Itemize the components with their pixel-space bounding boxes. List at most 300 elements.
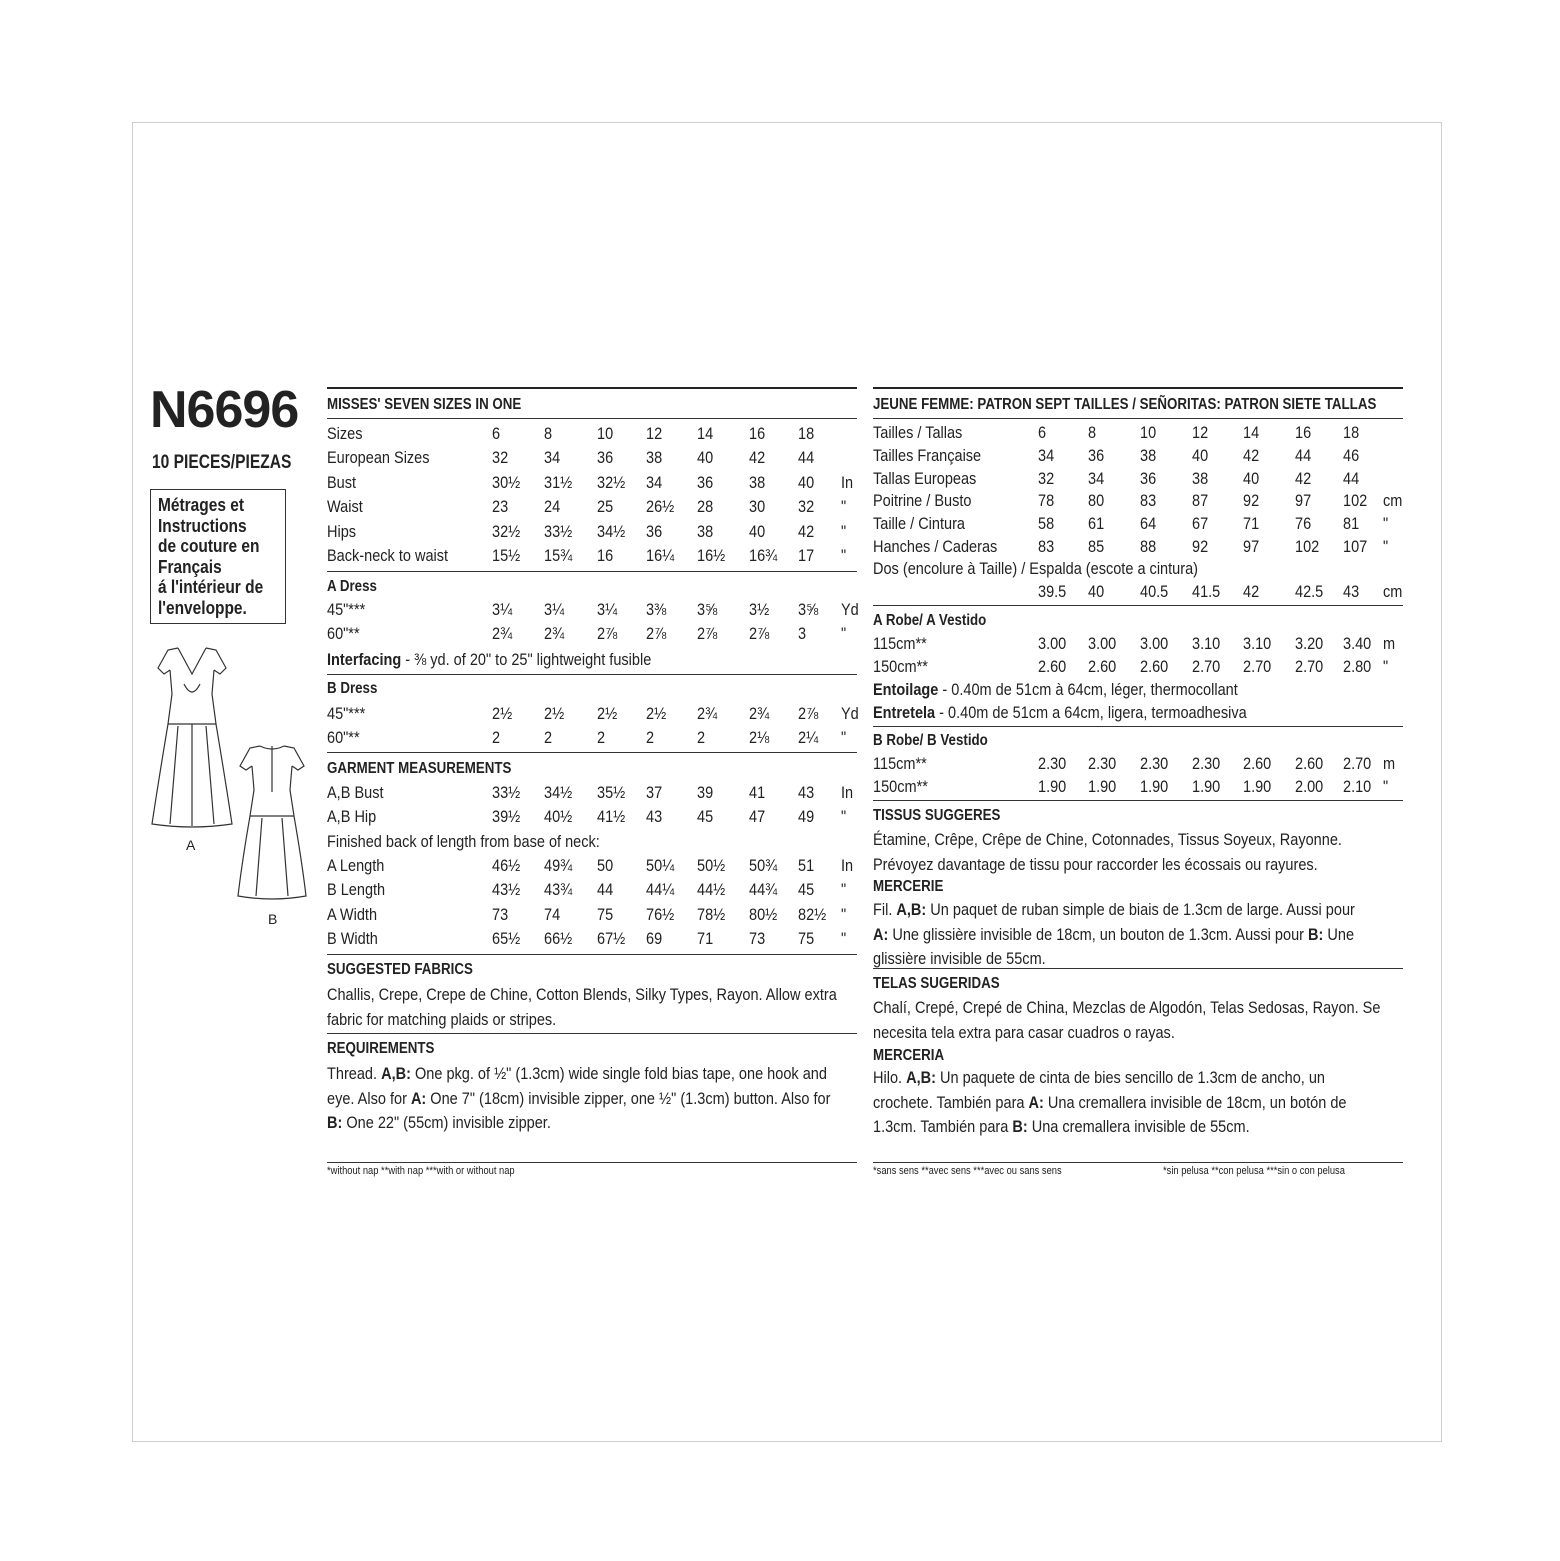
- row-value: 44: [1343, 469, 1360, 488]
- row-value: 8: [1088, 424, 1097, 442]
- row-value: 2⅛: [749, 729, 770, 748]
- a-robe-heading: A Robe/ A Vestido: [873, 612, 987, 629]
- row-value: 76: [1295, 515, 1312, 534]
- row-value: 43¾: [544, 881, 573, 900]
- row-value: 32: [798, 498, 815, 517]
- row-value: 38: [1192, 469, 1209, 488]
- row-value: 3.10: [1243, 635, 1272, 653]
- footnote-fr: *sans sens **avec sens ***avec ou sans sens: [873, 1165, 1062, 1177]
- row-value: 2⅞: [597, 625, 618, 644]
- row-label: 115cm**: [873, 755, 927, 773]
- row-value: 97: [1243, 538, 1260, 556]
- row-value: 39.5: [1038, 583, 1067, 601]
- row-value: 43: [1343, 583, 1360, 601]
- row-label: Bust: [327, 473, 357, 492]
- row-value: 64: [1140, 515, 1157, 534]
- row-label: Taille / Cintura: [873, 515, 966, 534]
- row-value: 36: [697, 473, 714, 492]
- row-value: 16½: [697, 547, 726, 565]
- row-unit: ": [1383, 778, 1389, 796]
- table-row: [873, 655, 1403, 679]
- french-notice-line: Instructions: [158, 515, 247, 536]
- row-label: Waist: [327, 498, 363, 517]
- english-column: MISSES' SEVEN SIZES IN ONE Sizes 6 8 10 12 14 16 18 European Sizes 32 34 36 38 40 42 44 Bust 30½ 31½ 32½ 34 36 38 40 In Waist 23 24 25 26½ 28 30 32 " Hips 32½ 33½ 34½ 36 38 40 42 " Back-neck to waist 15½ 15¾ 16 16¼ 16½ 16¾ 17 " A Dress 45"*** 3¼ 3¼ 3¼ 3⅜ 3⅝ 3½ 3⅝ Yd 60"** 2¾ 2¾ 2⅞ 2⅞ 2⅞ 2⅞ 3 " Interfacing - ⅜ yd. of 20" to 25" lightweight fusible B Dress 45"*** 2½ 2½ 2½ 2½ 2¾ 2¾ 2⅞ Yd 60"** 2 2 2 2 2 2⅛ 2¼ " GARMENT MEASUREMENTS A,B Bust 33½ 34½ 35½ 37 39 41 43 In A,B Hip 39½ 40½ 41½ 43 45 47 49 " Finished back of length from base of neck: A Length 46½ 49¾ 50 50¼ 50½ 50¾ 51 In B Length 43½ 43¾ 44 44¼ 44½ 44¾ 45 " A Width 73 74 75 76½ 78½ 80½ 82½ " B Width 65½ 66½ 67½ 69 71 73 75 " SUGGESTED FABRICS Challis, Crepe, Crepe de Chine, Cotton Blends, Silky Types, Rayon. Allow extra fabric for matching plaids or stripes. REQUIREMENTS Thread. A,B: One pkg. of ½" (1.3cm) wide single fold bias tape, one hook and eye. Also for A: One 7" (18cm) invisible zipper, one ½" (1.3cm) button. Also for B: One 22" (55cm) invisible zipper. *without nap **with nap ***with or without nap: [327, 0, 857, 1561]
- row-value: 34: [1088, 469, 1105, 488]
- row-value: 3⅜: [646, 601, 667, 619]
- row-value: 2¾: [544, 625, 565, 644]
- row-value: 2¾: [697, 705, 718, 723]
- row-value: 74: [544, 905, 561, 924]
- row-value: 40: [1243, 469, 1260, 488]
- row-label: Hanches / Caderas: [873, 538, 998, 556]
- row-value: 26½: [646, 498, 675, 517]
- row-value: 2.30: [1140, 755, 1169, 773]
- row-label: Tailles / Tallas: [873, 424, 963, 442]
- row-value: 82½: [798, 905, 827, 924]
- row-value: 71: [697, 930, 714, 949]
- row-unit: cm: [1383, 583, 1403, 601]
- row-value: 35½: [597, 784, 626, 802]
- row-value: 32: [492, 449, 509, 468]
- table-row: [327, 903, 857, 927]
- row-value: 44¾: [749, 881, 778, 900]
- table-row: [327, 927, 857, 951]
- row-unit: ": [1383, 538, 1389, 556]
- row-label: B Length: [327, 881, 386, 900]
- row-value: 42: [1243, 583, 1260, 601]
- table-row: [873, 752, 1403, 776]
- table-row: [873, 775, 1403, 799]
- row-value: 50¼: [646, 857, 675, 875]
- row-value: 16¾: [749, 547, 778, 565]
- row-value: 2.80: [1343, 658, 1372, 676]
- row-value: 1.90: [1192, 778, 1221, 796]
- row-unit: ": [841, 808, 847, 827]
- row-value: 2¾: [749, 705, 770, 723]
- row-value: 15½: [492, 547, 521, 565]
- row-value: 66½: [544, 930, 573, 949]
- row-value: 50: [597, 857, 614, 875]
- row-value: 16¼: [646, 547, 675, 565]
- table-row: [873, 489, 1403, 513]
- b-robe-heading: B Robe/ B Vestido: [873, 732, 988, 749]
- row-value: 14: [697, 425, 714, 443]
- row-value: 44¼: [646, 881, 675, 900]
- row-value: 2¼: [798, 729, 819, 748]
- telas-text: Chalí, Crepé, Crepé de China, Mezclas de Algodón, Telas Sedosas, Rayon. Se necesita tela extra para casar cuadros o rayas.: [873, 999, 1381, 1042]
- row-value: 83: [1038, 538, 1055, 556]
- french-notice-line: Métrages et: [158, 495, 245, 515]
- row-label: 115cm**: [873, 635, 927, 653]
- row-unit: ": [841, 522, 847, 541]
- row-value: 102: [1295, 538, 1320, 556]
- row-value: 18: [1343, 424, 1360, 442]
- row-value: 44: [597, 881, 614, 900]
- row-value: 3.00: [1038, 635, 1067, 653]
- row-value: 107: [1343, 538, 1368, 556]
- row-value: 15¾: [544, 547, 573, 565]
- row-value: 78: [1038, 492, 1055, 511]
- row-value: 61: [1088, 515, 1105, 534]
- row-value: 2⅞: [697, 625, 718, 644]
- table-row: [327, 702, 857, 726]
- row-value: 17: [798, 547, 815, 565]
- row-value: 50½: [697, 857, 726, 875]
- row-label: Hips: [327, 522, 357, 541]
- row-label: 60"**: [327, 729, 360, 748]
- row-value: 65½: [492, 930, 521, 949]
- row-label: 150cm**: [873, 778, 928, 796]
- row-value: 32: [1038, 469, 1055, 488]
- table-row: [327, 781, 857, 805]
- row-value: 78½: [697, 905, 726, 924]
- row-value: 2.30: [1192, 755, 1221, 773]
- row-label: Tallas Europeas: [873, 469, 977, 488]
- row-value: 2: [544, 729, 553, 748]
- table-row: [873, 467, 1403, 491]
- row-value: 2.70: [1243, 658, 1272, 676]
- row-value: 34: [646, 473, 663, 492]
- row-value: 40: [1088, 583, 1105, 601]
- row-value: 37: [646, 784, 663, 802]
- table-row: [327, 422, 857, 446]
- row-value: 58: [1038, 515, 1055, 534]
- tissus-text: Étamine, Crêpe, Crêpe de Chine, Cotonnades, Tissus Soyeux, Rayonne. Prévoyez davantage de tissu pour raccorder les écossais ou rayures.: [873, 831, 1342, 874]
- row-value: 2: [492, 729, 501, 748]
- row-value: 3¼: [492, 601, 513, 619]
- row-value: 43: [798, 784, 815, 802]
- row-value: 1.90: [1140, 778, 1169, 796]
- row-value: 2½: [492, 705, 513, 723]
- row-value: 25: [597, 498, 614, 517]
- row-value: 102: [1343, 492, 1368, 511]
- table-row: [327, 544, 857, 568]
- row-value: 12: [1192, 424, 1209, 442]
- row-value: 47: [749, 808, 766, 827]
- row-value: 31½: [544, 473, 573, 492]
- merceria-heading: MERCERIA: [873, 1047, 945, 1064]
- sizes-heading: MISSES' SEVEN SIZES IN ONE: [327, 396, 522, 413]
- sketch-label-a: A: [186, 837, 196, 853]
- table-row: [873, 632, 1403, 656]
- row-value: 36: [1140, 469, 1157, 488]
- row-unit: In: [841, 857, 854, 875]
- row-value: 3.00: [1140, 635, 1169, 653]
- row-value: 2¾: [492, 625, 513, 644]
- row-value: 39: [697, 784, 714, 802]
- row-value: 38: [646, 449, 663, 468]
- row-value: 24: [544, 498, 561, 517]
- row-value: 87: [1192, 492, 1209, 511]
- footnote-es: *sin pelusa **con pelusa ***sin o con pelusa: [1163, 1165, 1345, 1177]
- french-notice-line: de couture en: [158, 536, 260, 556]
- row-value: 50¾: [749, 857, 778, 875]
- fabrics-heading: SUGGESTED FABRICS: [327, 961, 473, 978]
- row-value: 34½: [597, 522, 626, 541]
- row-label: 45"***: [327, 601, 366, 619]
- row-value: 3¼: [544, 601, 565, 619]
- row-value: 92: [1192, 538, 1209, 556]
- row-value: 42: [1295, 469, 1312, 488]
- tissus-heading: TISSUS SUGGERES: [873, 807, 1001, 824]
- row-value: 32½: [597, 473, 626, 492]
- table-row: [327, 495, 857, 519]
- row-value: 40.5: [1140, 583, 1169, 601]
- requirements-text: Thread. A,B: One pkg. of ½" (1.3cm) wide single fold bias tape, one hook and eye. Also for A: One 7" (18cm) invisible zipper, one ½" (1.3cm) button. Also for B: One 22" (55cm) invisible zipper.: [327, 1065, 831, 1132]
- row-label: A,B Bust: [327, 784, 384, 802]
- row-value: 30½: [492, 473, 521, 492]
- row-value: 33½: [492, 784, 521, 802]
- row-value: 40: [697, 449, 714, 468]
- row-value: 69: [646, 930, 663, 949]
- row-value: 2.00: [1295, 778, 1324, 796]
- row-value: 23: [492, 498, 509, 517]
- row-value: 14: [1243, 424, 1260, 442]
- row-label: 45"***: [327, 705, 366, 723]
- row-value: 41.5: [1192, 583, 1221, 601]
- row-value: 34: [1038, 446, 1055, 465]
- row-value: 80: [1088, 492, 1105, 511]
- row-value: 28: [697, 498, 714, 517]
- row-value: 30: [749, 498, 766, 517]
- row-value: 80½: [749, 905, 778, 924]
- row-value: 16: [1295, 424, 1312, 442]
- dress-a-sketch: [148, 644, 236, 832]
- table-row: [327, 805, 857, 829]
- row-value: 2⅞: [749, 625, 770, 644]
- row-value: 10: [1140, 424, 1157, 442]
- row-unit: ": [841, 930, 847, 949]
- row-value: 49: [798, 808, 815, 827]
- row-unit: m: [1383, 635, 1396, 653]
- row-unit: ": [1383, 515, 1389, 534]
- table-row: [327, 726, 857, 750]
- requirements-heading: REQUIREMENTS: [327, 1040, 435, 1057]
- row-value: 41½: [597, 808, 626, 827]
- row-unit: ": [1383, 658, 1389, 676]
- pattern-number: N6696: [150, 381, 299, 439]
- french-notice-line: á l'intérieur de: [158, 577, 264, 597]
- row-value: 6: [1038, 424, 1047, 442]
- row-value: 2.30: [1088, 755, 1117, 773]
- row-value: 76½: [646, 905, 675, 924]
- row-value: 73: [749, 930, 766, 949]
- row-value: 75: [798, 930, 815, 949]
- fabrics-text: Challis, Crepe, Crepe de Chine, Cotton Blends, Silky Types, Rayon. Allow extra fabric for matching plaids or stripes.: [327, 986, 837, 1029]
- row-value: 45: [697, 808, 714, 827]
- row-value: 2: [697, 729, 706, 748]
- a-dress-heading: A Dress: [327, 578, 377, 595]
- row-value: 44: [1295, 446, 1312, 465]
- row-value: 45: [798, 881, 815, 900]
- row-value: 51: [798, 857, 815, 875]
- row-value: 41: [749, 784, 766, 802]
- row-value: 2.70: [1192, 658, 1221, 676]
- row-value: 36: [646, 522, 663, 541]
- row-unit: m: [1383, 755, 1396, 773]
- row-label: Poitrine / Busto: [873, 492, 972, 511]
- row-value: 3½: [749, 601, 770, 619]
- row-value: 3.00: [1088, 635, 1117, 653]
- table-row: [327, 446, 857, 470]
- table-row: [327, 622, 857, 646]
- row-value: 42.5: [1295, 583, 1324, 601]
- row-value: 44½: [697, 881, 726, 900]
- french-notice-line: l'enveloppe.: [158, 597, 247, 618]
- row-value: 3⅝: [697, 601, 718, 619]
- mercerie-heading: MERCERIE: [873, 878, 944, 895]
- row-value: 36: [597, 449, 614, 468]
- french-notice-line: Français: [158, 556, 222, 577]
- row-value: 73: [492, 905, 509, 924]
- row-value: 2½: [597, 705, 618, 723]
- sizes-heading-fr-es: JEUNE FEMME: PATRON SEPT TAILLES / SEÑORITAS: PATRON SIETE TALLAS: [873, 396, 1377, 413]
- french-spanish-column: JEUNE FEMME: PATRON SEPT TAILLES / SEÑORITAS: PATRON SIETE TALLAS Tailles / Tallas 6 8 10 12 14 16 18 Tailles Française 34 36 38 40 42 44 46 Tallas Europeas 32 34 36 38 40 42 44 Poitrine / Busto 78 80 83 87 92 97 102 cm Taille / Cintura 58 61 64 67 71 76 81 " Hanches / Caderas 83 85 88 92 97 102 107 " Dos (encolure à Taille) / Espalda (escote a cintura) 39.5 40 40.5 41.5 42 42.5 43 cm A Robe/ A Vestido 115cm** 3.00 3.00 3.00 3.10 3.10 3.20 3.40 m 150cm** 2.60 2.60 2.60 2.70 2.70 2.70 2.80 " Entoilage - 0.40m de 51cm à 64cm, léger, thermocollant Entretela - 0.40m de 51cm a 64cm, ligera, termoadhesiva B Robe/ B Vestido 115cm** 2.30 2.30 2.30 2.30 2.60 2.60 2.70 m 150cm** 1.90 1.90 1.90 1.90 1.90 2.00 2.10 " TISSUS SUGGERES Étamine, Crêpe, Crêpe de Chine, Cotonnades, Tissus Soyeux, Rayonne. Prévoyez davantage de tissu pour raccorder les écossais ou rayures. MERCERIE Fil. A,B: Un paquet de ruban simple de biais de 1.3cm de large. Aussi pour A: Une glissière invisible de 18cm, un bouton de 1.3cm. Aussi pour B: Une glissière invisible de 55cm. TELAS SUGERIDAS Chalí, Crepé, Crepé de China, Mezclas de Algodón, Telas Sedosas, Rayon. Se necesita tela extra para casar cuadros o rayas. MERCERIA Hilo. A,B: Un paquete de cinta de bies sencillo de 1.3cm de ancho, un crochete. También para A: Una cremallera invisible de 18cm, un botón de 1.3cm. También para B: Una cremallera invisible de 55cm. *sans sens **avec sens ***avec ou sans sens *sin pelusa **con pelusa ***sin o con pelusa: [873, 0, 1403, 1561]
- row-value: 42: [1243, 446, 1260, 465]
- row-value: 67½: [597, 930, 626, 949]
- row-value: 8: [544, 425, 553, 443]
- row-value: 3¼: [597, 601, 618, 619]
- row-value: 38: [697, 522, 714, 541]
- row-value: 88: [1140, 538, 1157, 556]
- row-value: 67: [1192, 515, 1209, 534]
- b-dress-heading: B Dress: [327, 680, 378, 697]
- row-value: 85: [1088, 538, 1105, 556]
- row-value: 2.70: [1295, 658, 1324, 676]
- row-value: 75: [597, 905, 614, 924]
- row-value: 1.90: [1088, 778, 1117, 796]
- row-unit: ": [841, 547, 847, 565]
- row-unit: Yd: [841, 601, 859, 619]
- row-value: 2.30: [1038, 755, 1067, 773]
- pieces-count: 10 PIECES/PIEZAS: [152, 452, 292, 473]
- row-label: European Sizes: [327, 449, 430, 468]
- row-value: 12: [646, 425, 663, 443]
- row-unit: In: [841, 473, 854, 492]
- row-value: 81: [1343, 515, 1360, 534]
- row-unit: ": [841, 625, 847, 644]
- row-value: 2½: [646, 705, 667, 723]
- row-value: 2½: [544, 705, 565, 723]
- table-row: [327, 878, 857, 902]
- row-value: 2.60: [1295, 755, 1324, 773]
- merceria-text: Hilo. A,B: Un paquete de cinta de bies sencillo de 1.3cm de ancho, un crochete. También para A: Una cremallera invisible de 18cm, un botón de 1.3cm. También para B: Una cremallera invisible de 55cm.: [873, 1069, 1347, 1136]
- row-value: 33½: [544, 522, 573, 541]
- row-value: 2.60: [1140, 658, 1169, 676]
- row-value: 49¾: [544, 857, 573, 875]
- row-value: 46: [1343, 446, 1360, 465]
- row-value: 32½: [492, 522, 521, 541]
- row-value: 1.90: [1038, 778, 1067, 796]
- row-value: 40: [798, 473, 815, 492]
- garment-heading: GARMENT MEASUREMENTS: [327, 760, 512, 777]
- sketch-label-b: B: [268, 911, 278, 927]
- row-value: 97: [1295, 492, 1312, 511]
- row-value: 2.60: [1088, 658, 1117, 676]
- table-row: [327, 520, 857, 544]
- row-value: 38: [749, 473, 766, 492]
- dress-b-sketch: [234, 742, 310, 902]
- telas-heading: TELAS SUGERIDAS: [873, 975, 1000, 992]
- row-value: 6: [492, 425, 501, 443]
- mercerie-text: Fil. A,B: Un paquet de ruban simple de biais de 1.3cm de large. Aussi pour A: Une glissière invisible de 18cm, un bouton de 1.3cm. Aussi pour B: Une glissière invisible de 55cm.: [873, 901, 1355, 968]
- row-value: 34½: [544, 784, 573, 802]
- row-value: 38: [1140, 446, 1157, 465]
- row-value: 40½: [544, 808, 573, 827]
- row-unit: cm: [1383, 492, 1403, 511]
- row-unit: In: [841, 784, 854, 802]
- row-value: 2.60: [1243, 755, 1272, 773]
- row-value: 36: [1088, 446, 1105, 465]
- footnote-en: *without nap **with nap ***with or without nap: [327, 1165, 515, 1177]
- row-label: 60"**: [327, 625, 360, 644]
- row-value: 3.20: [1295, 635, 1324, 653]
- row-value: 2.10: [1343, 778, 1372, 796]
- row-value: 3.40: [1343, 635, 1372, 653]
- table-row: [327, 598, 857, 622]
- table-row: [873, 535, 1403, 559]
- row-unit: Yd: [841, 705, 859, 723]
- row-label: A Length: [327, 857, 385, 875]
- row-label: A,B Hip: [327, 808, 377, 827]
- row-value: 3.10: [1192, 635, 1221, 653]
- row-value: 2: [646, 729, 655, 748]
- row-value: 2: [597, 729, 606, 748]
- row-value: 83: [1140, 492, 1157, 511]
- row-value: 42: [749, 449, 766, 468]
- row-value: 10: [597, 425, 614, 443]
- row-value: 44: [798, 449, 815, 468]
- table-row: [327, 471, 857, 495]
- row-value: 43: [646, 808, 663, 827]
- row-unit: ": [841, 498, 847, 517]
- row-label: 150cm**: [873, 658, 928, 676]
- row-label: B Width: [327, 930, 378, 949]
- row-value: 2⅞: [646, 625, 667, 644]
- row-value: 16: [749, 425, 766, 443]
- row-value: 43½: [492, 881, 521, 900]
- french-notice-box: [150, 489, 286, 624]
- row-value: 92: [1243, 492, 1260, 511]
- row-value: 46½: [492, 857, 521, 875]
- row-value: 18: [798, 425, 815, 443]
- row-value: 42: [798, 522, 815, 541]
- row-value: 71: [1243, 515, 1260, 534]
- row-value: 2.60: [1038, 658, 1067, 676]
- row-value: 16: [597, 547, 614, 565]
- row-value: 1.90: [1243, 778, 1272, 796]
- row-label: Tailles Française: [873, 446, 982, 465]
- row-value: 3: [798, 625, 807, 644]
- table-row: [873, 444, 1403, 468]
- row-unit: ": [841, 905, 847, 924]
- row-value: 34: [544, 449, 561, 468]
- row-label: Sizes: [327, 425, 363, 443]
- row-unit: ": [841, 881, 847, 900]
- row-unit: ": [841, 729, 847, 748]
- table-row: [873, 421, 1403, 445]
- row-value: 39½: [492, 808, 521, 827]
- table-row: [873, 512, 1403, 536]
- row-label: Back-neck to waist: [327, 547, 449, 565]
- row-value: 3⅝: [798, 601, 819, 619]
- row-value: 2⅞: [798, 705, 819, 723]
- row-value: 2.70: [1343, 755, 1372, 773]
- table-row: [873, 580, 1403, 604]
- table-row: [327, 854, 857, 878]
- row-label: A Width: [327, 905, 378, 924]
- row-value: 40: [749, 522, 766, 541]
